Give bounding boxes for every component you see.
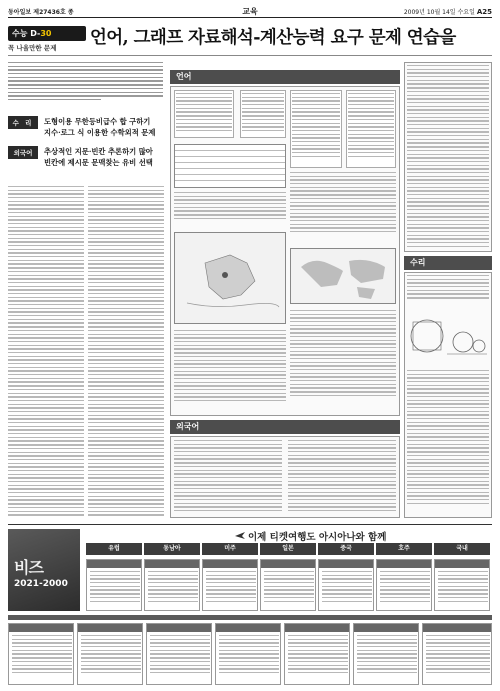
ad-tab[interactable]: 유럽 — [86, 543, 142, 555]
section-bar-foreign: 외국어 — [170, 420, 400, 434]
question-text — [174, 330, 286, 410]
data-table — [174, 144, 286, 188]
ad-slogan: 이제 티켓여행도 아시아나와 함께 — [248, 532, 387, 543]
article-column — [88, 186, 164, 518]
kicker — [8, 26, 86, 52]
explanation-text — [407, 65, 489, 249]
world-map-shape — [291, 249, 397, 305]
subhead-text — [44, 116, 155, 138]
subhead-math — [8, 116, 163, 138]
date-text: 2009년 10월 14일 수요일 — [403, 9, 475, 16]
kicker-highlight: 30 — [40, 29, 52, 38]
subhead-tag: 외국어 — [8, 146, 38, 159]
question-text — [288, 440, 396, 514]
kicker-subtitle: 꼭 나올만한 문제 — [8, 44, 57, 52]
ad-listing[interactable] — [202, 559, 258, 611]
question-text — [348, 93, 394, 165]
subhead-line: 빈칸에 제시문 문맥찾는 유비 선택 — [44, 158, 153, 167]
ad-tab[interactable]: 일본 — [260, 543, 316, 555]
ad-tab[interactable]: 중국 — [318, 543, 374, 555]
ad-listing[interactable] — [146, 623, 212, 685]
subhead-foreign — [8, 146, 163, 168]
subhead-line: 지수·로그 식 이용한 수학외적 문제 — [44, 128, 156, 137]
ad-banner[interactable] — [8, 529, 80, 611]
ad-listing[interactable] — [318, 559, 374, 611]
question-text — [176, 93, 232, 135]
section-bar-math: 수리 — [404, 256, 492, 270]
kicker-prefix: 수능 D- — [12, 29, 41, 38]
page-number: A25 — [476, 8, 492, 16]
subhead-text — [44, 146, 153, 168]
lead-paragraph — [8, 62, 163, 102]
explanation-text — [407, 370, 489, 514]
ad-listing[interactable] — [422, 623, 492, 685]
kicker-badge — [8, 26, 86, 41]
advertisement — [8, 524, 492, 686]
masthead — [8, 6, 492, 18]
subheads — [8, 116, 163, 176]
article-column — [8, 186, 84, 518]
question-text — [242, 93, 284, 135]
ad-listing[interactable] — [77, 623, 143, 685]
question-text — [407, 275, 489, 303]
ad-listing[interactable] — [284, 623, 350, 685]
ad-listing[interactable] — [144, 559, 200, 611]
question-text — [292, 93, 340, 165]
ad-listing[interactable] — [260, 559, 316, 611]
ad-banner-year: 2021-2000 — [14, 579, 68, 589]
ad-banner-brand: 비즈 — [14, 558, 43, 577]
ad-divider — [8, 615, 492, 620]
issue-date — [404, 7, 492, 16]
ad-tab[interactable]: 국내 — [434, 543, 490, 555]
ad-listing[interactable] — [376, 559, 432, 611]
ad-listing[interactable] — [86, 559, 142, 611]
ad-listing[interactable] — [8, 623, 74, 685]
subhead-line: 추상적인 지문·빈칸 추론하기 많아 — [44, 147, 153, 156]
ad-tab[interactable]: 동남아 — [144, 543, 200, 555]
ad-listing[interactable] — [434, 559, 490, 611]
subhead-line: 도형이용 무한등비급수 합 구하기 — [44, 117, 151, 126]
section-bar-language: 언어 — [170, 70, 400, 84]
headline: 언어, 그래프 자료해석-계산능력 요구 문제 연습을 — [90, 28, 456, 48]
newspaper-issue: 동아일보 제27436호 종 — [8, 9, 74, 16]
map-figure — [174, 232, 286, 324]
airplane-icon — [234, 530, 246, 540]
explanation-text — [290, 310, 396, 410]
explanation-text — [290, 172, 396, 242]
ad-tab[interactable]: 미주 — [202, 543, 258, 555]
question-text — [174, 440, 282, 514]
headline-rule — [8, 55, 492, 56]
section-title: 교육 — [242, 7, 258, 16]
subhead-tag: 수 리 — [8, 116, 38, 129]
question-text — [174, 192, 286, 222]
geometry-figure — [407, 306, 489, 366]
ad-listing[interactable] — [353, 623, 419, 685]
world-map-figure — [290, 248, 396, 304]
map-shape — [175, 233, 287, 325]
ad-listing[interactable] — [215, 623, 281, 685]
ad-tab[interactable]: 호주 — [376, 543, 432, 555]
